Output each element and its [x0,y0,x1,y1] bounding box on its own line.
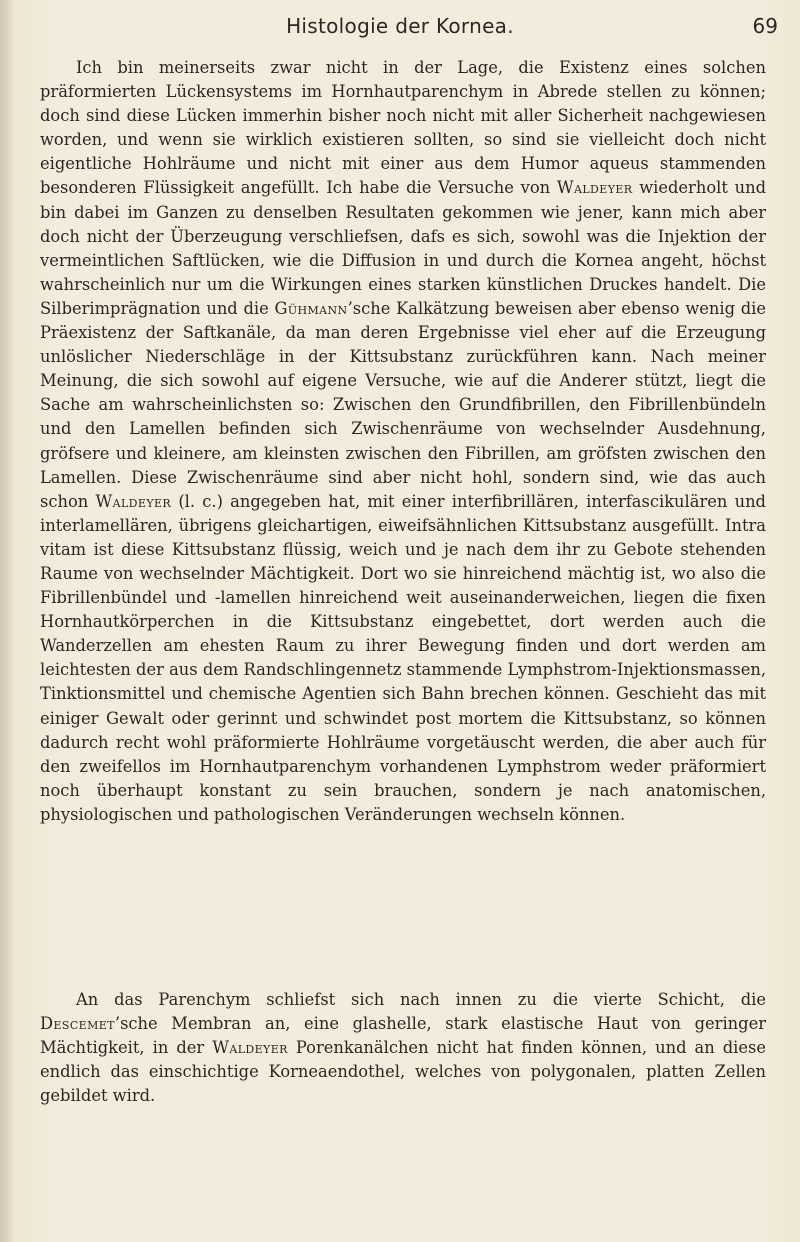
page-header-title: Histologie der Kornea. [286,14,514,38]
author-name: Descemet [40,1014,115,1034]
body-text-upper [40,56,766,827]
paragraph-1: Ich bin meinerseits zwar nicht in der Lage, die Existenz eines solchen präformierten Lückensystems im Hornhautparenchym in Abrede stellen zu können; doch sind diese Lücken immerhin bisher noch nicht mit aller Sicherheit nachgewiesen worden, und wenn sie wirklich existieren sollten, so sind sie vielleicht doch nicht eigentliche Hohlräume und nicht mit einer aus dem Humor aqueus stammenden besonderen Flüssigkeit angefüllt. Ich habe die Versuche von Waldeyer wiederholt und bin dabei im Ganzen zu denselben Resultaten gekommen wie jener, kann mich aber doch nicht der Überzeugung verschliefsen, dafs es sich, sowohl was die Injektion der vermeintlichen Saftlücken, wie die Diffusion in und durch die Kornea angeht, höchst wahrscheinlich nur um die Wirkungen eines starken künstlichen Druckes handelt. Die Silberimprägnation und die Gühmann’sche Kalkätzung beweisen aber ebenso wenig die Präexistenz der Saftkanäle, da man deren Ergebnisse viel eher auf die Erzeugung unlöslicher Niederschläge in der Kittsubstanz zurückführen kann. Nach meiner Meinung, die sich sowohl auf eigene Versuche, wie auf die Anderer stützt, liegt die Sache am wahrscheinlichsten so: Zwischen den Grundfibrillen, den Fibrillenbündeln und den Lamellen befinden sich Zwischenräume von wechselnder Ausdehnung, gröfsere und kleinere, am kleinsten zwischen den Fibrillen, am gröfsten zwischen den Lamellen. Diese Zwischenräume sind aber nicht hohl, sondern sind, wie das auch schon Waldeyer (l. c.) angegeben hat, mit einer interfibrillären, interfascikulären und interlamellären, übrigens gleichartigen, eiweifsähnlichen Kittsubstanz ausgefüllt. Intra vitam ist diese Kittsubstanz flüssig, weich und je nach dem ihr zu Gebote stehenden Raume von wechselnder Mächtigkeit. Dort wo sie hinreichend mächtig ist, wo also die Fibrillenbündel und -lamellen hinreichend weit auseinanderweichen, liegen die fixen Hornhautkörperchen in die Kittsubstanz eingebettet, dort werden auch die Wanderzellen am ehesten Raum zu ihrer Bewegung finden und dort werden am leichtesten der aus dem Randschlingennetz stammende Lymphstrom-Injektionsmassen, Tinktionsmittel und chemische Agentien sich Bahn brechen können. Geschieht das mit einiger Gewalt oder gerinnt und schwindet post mortem die Kittsubstanz, so können dadurch recht wohl präformierte Hohlräume vorgetäuscht werden, die aber auch für den zweifellos im Hornhautparenchym vorhandenen Lymphstrom weder präformiert noch überhaupt konstant zu sein brauchen, sondern je nach anatomischen, physiologischen und pathologischen Veränderungen wechseln können. [40,58,766,824]
author-name: Waldeyer [212,1038,288,1058]
paragraph-2: An das Parenchym schliefst sich nach innen zu die vierte Schicht, die Descemet’sche Membran an, eine glashelle, stark elastische Haut von geringer Mächtigkeit, in der Waldeyer Porenkanälchen nicht hat finden können, und an diese endlich das einschichtige Korneaendothel, welches von polygonalen, platten Zellen gebildet wird. [40,990,767,1106]
author-name: Waldeyer [556,178,633,198]
page-number: 69 [752,14,778,38]
author-name: Gühmann [274,298,348,318]
body-text-lower [40,988,766,1108]
author-name: Waldeyer [95,491,172,511]
running-header [0,12,800,44]
binding-shadow [0,0,14,1242]
